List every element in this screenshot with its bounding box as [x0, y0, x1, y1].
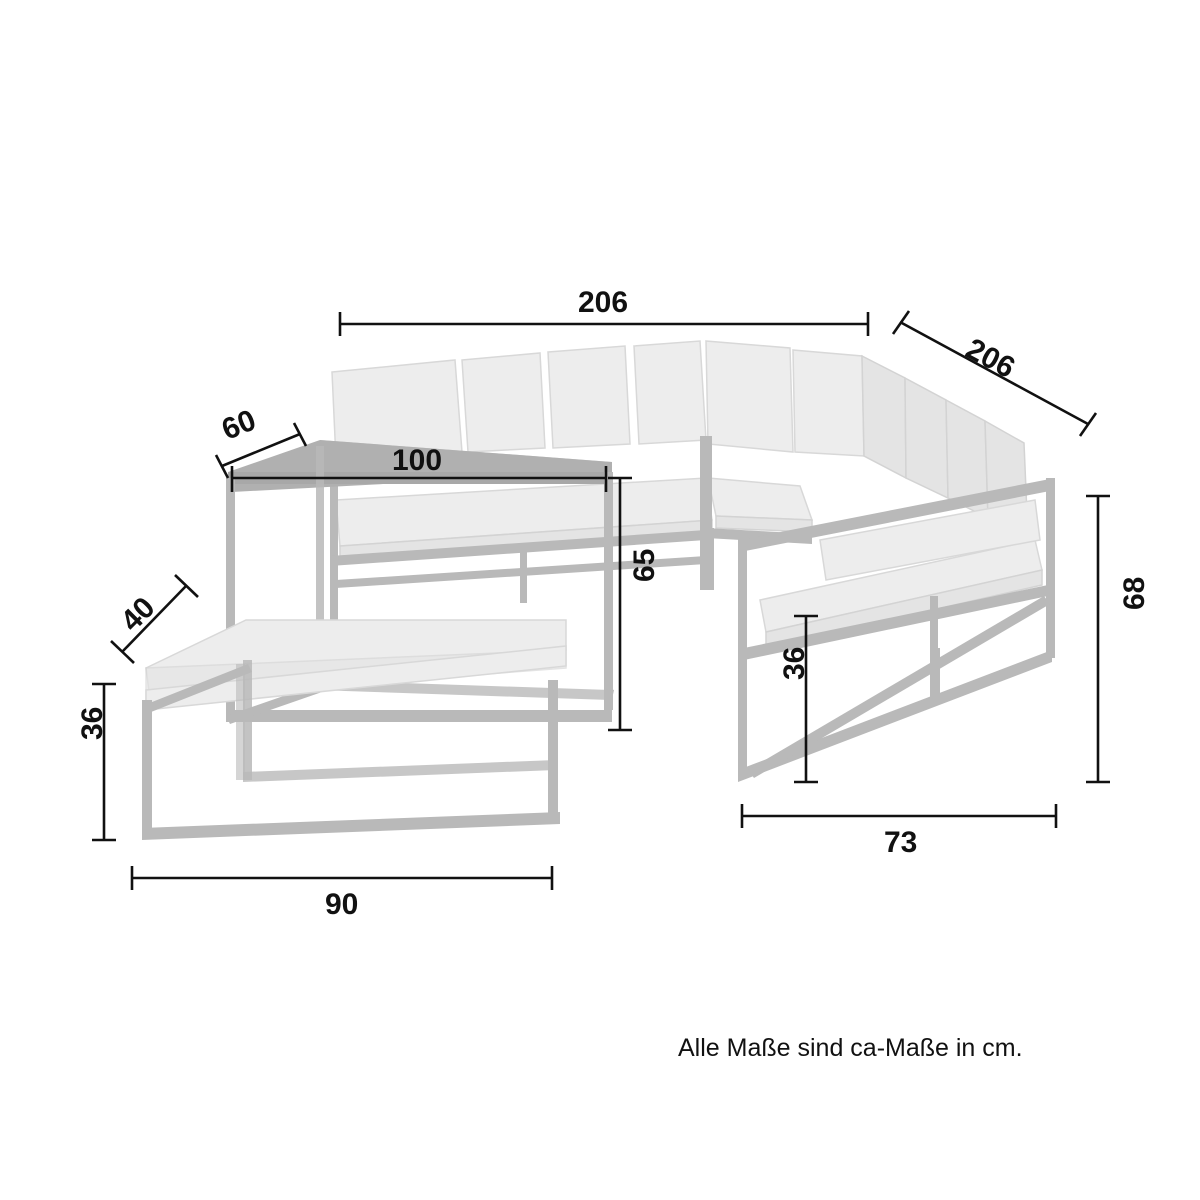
dimension-label-table-width: 100	[392, 444, 443, 477]
dimension-label-table-height: 65	[628, 548, 661, 582]
dimension-label-sofa-width-back: 206	[578, 286, 629, 319]
dimension-label-sofa-seat-depth: 73	[884, 826, 918, 859]
dimension-label-sofa-depth-right: 206	[960, 332, 1021, 385]
unit-note: Alle Maße sind ca-Maße in cm.	[678, 1034, 1023, 1062]
dimension-label-seat-height: 36	[778, 646, 811, 680]
dimension-label-bench-height: 36	[76, 706, 109, 740]
dimension-label-bench-depth: 40	[114, 590, 162, 638]
dimension-label-bench-width: 90	[325, 888, 359, 921]
dimension-label-table-depth: 60	[217, 403, 261, 447]
dimension-label-sofa-total-height: 68	[1118, 576, 1151, 610]
